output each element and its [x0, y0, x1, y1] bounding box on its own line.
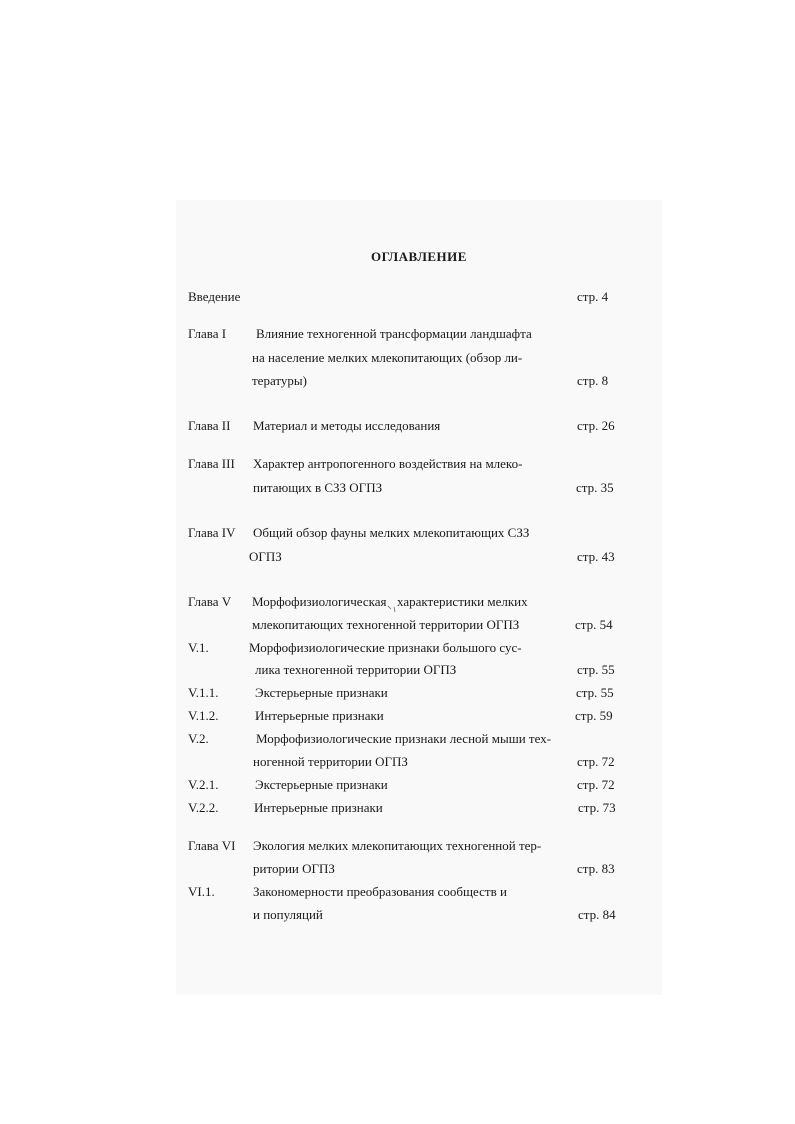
toc-title-chapter-3-line-2: питающих в СЗЗ ОГПЗ: [253, 480, 383, 495]
toc-label-chapter-2: Глава II: [188, 418, 231, 433]
toc-label-vi1: VI.1.: [188, 884, 215, 899]
toc-label-v1: V.1.: [188, 640, 209, 655]
toc-page-chapter-3: стр. 35: [576, 480, 614, 495]
toc-title-v1-line-2: лика техногенной территории ОГПЗ: [255, 662, 457, 677]
toc-label-chapter-4: Глава IV: [188, 525, 236, 540]
toc-title-chapter-5-line-2: млекопитающих техногенной территории ОГПЗ: [252, 617, 520, 632]
toc-label-chapter-3: Глава III: [188, 456, 235, 471]
toc-title-v11: Экстерьерные признаки: [255, 685, 388, 700]
toc-title-chapter-5-line-1b: характеристики мелких: [397, 594, 528, 609]
toc-label-chapter-1: Глава I: [188, 326, 227, 341]
toc-label-v12: V.1.2.: [188, 708, 219, 723]
toc-page-chapter-1: стр. 8: [577, 373, 609, 388]
toc-title-chapter-5-line-1a: Морфофизиологическая: [252, 594, 387, 609]
toc-label-v11: V.1.1.: [188, 685, 219, 700]
toc-page-chapter-2: стр. 26: [577, 418, 615, 433]
toc-title-v1-line-1: Морфофизиологические признаки большого сус-: [249, 640, 522, 655]
toc-page-chapter-4: стр. 43: [577, 549, 615, 564]
toc-page-vi1: стр. 84: [578, 907, 616, 922]
toc-page-v1: стр. 55: [577, 662, 615, 677]
toc-label-v22: V.2.2.: [188, 800, 219, 815]
toc-page-v12: стр. 59: [575, 708, 613, 723]
toc-title-v2-line-1: Морфофизиологические признаки лесной мыши тех-: [256, 731, 552, 746]
toc-title-chapter-1-line-2: на население мелких млекопитающих (обзор ли-: [252, 350, 523, 365]
toc-title-chapter-1-line-1: Влияние техногенной трансформации ландшафта: [256, 326, 532, 341]
toc-page-v22: стр. 73: [578, 800, 616, 815]
toc-title-chapter-4-line-1: Общий обзор фауны мелких млекопитающих СЗЗ: [253, 525, 530, 540]
toc-page-chapter-5: стр. 54: [575, 617, 613, 632]
toc-title-vi1-line-1: Закономерности преобразования сообществ и: [253, 884, 507, 899]
toc-label-chapter-5: Глава V: [188, 594, 232, 609]
toc-title-v2-line-2: ногенной территории ОГПЗ: [253, 754, 408, 769]
toc-title-chapter-6-line-1: Экология мелких млекопитающих техногенной тер-: [253, 838, 542, 853]
toc-page-chapter-6: стр. 83: [577, 861, 615, 876]
toc-title-chapter-1-line-3: тературы): [252, 373, 307, 388]
toc-title-v12: Интерьерные признаки: [255, 708, 384, 723]
toc-label-intro: Введение: [188, 289, 241, 304]
toc-label-v2: V.2.: [188, 731, 209, 746]
toc-label-v21: V.2.1.: [188, 777, 219, 792]
toc-label-chapter-6: Глава VI: [188, 838, 236, 853]
toc-page-intro: стр. 4: [577, 289, 609, 304]
toc-title-v21: Экстерьерные признаки: [255, 777, 388, 792]
toc-page-v2: стр. 72: [577, 754, 615, 769]
toc-title-chapter-3-line-1: Характер антропогенного воздействия на млеко-: [253, 456, 523, 471]
toc-page-v11: стр. 55: [576, 685, 614, 700]
toc-title-chapter-2: Материал и методы исследования: [253, 418, 441, 433]
toc-title: ОГЛАВЛЕНИЕ: [371, 249, 467, 264]
toc-page-v21: стр. 72: [577, 777, 615, 792]
toc-title-chapter-6-line-2: ритории ОГПЗ: [253, 861, 335, 876]
toc-title-v22: Интерьерные признаки: [254, 800, 383, 815]
toc-title-vi1-line-2: и популяций: [253, 907, 323, 922]
toc-title-chapter-4-line-2: ОГПЗ: [249, 549, 282, 564]
